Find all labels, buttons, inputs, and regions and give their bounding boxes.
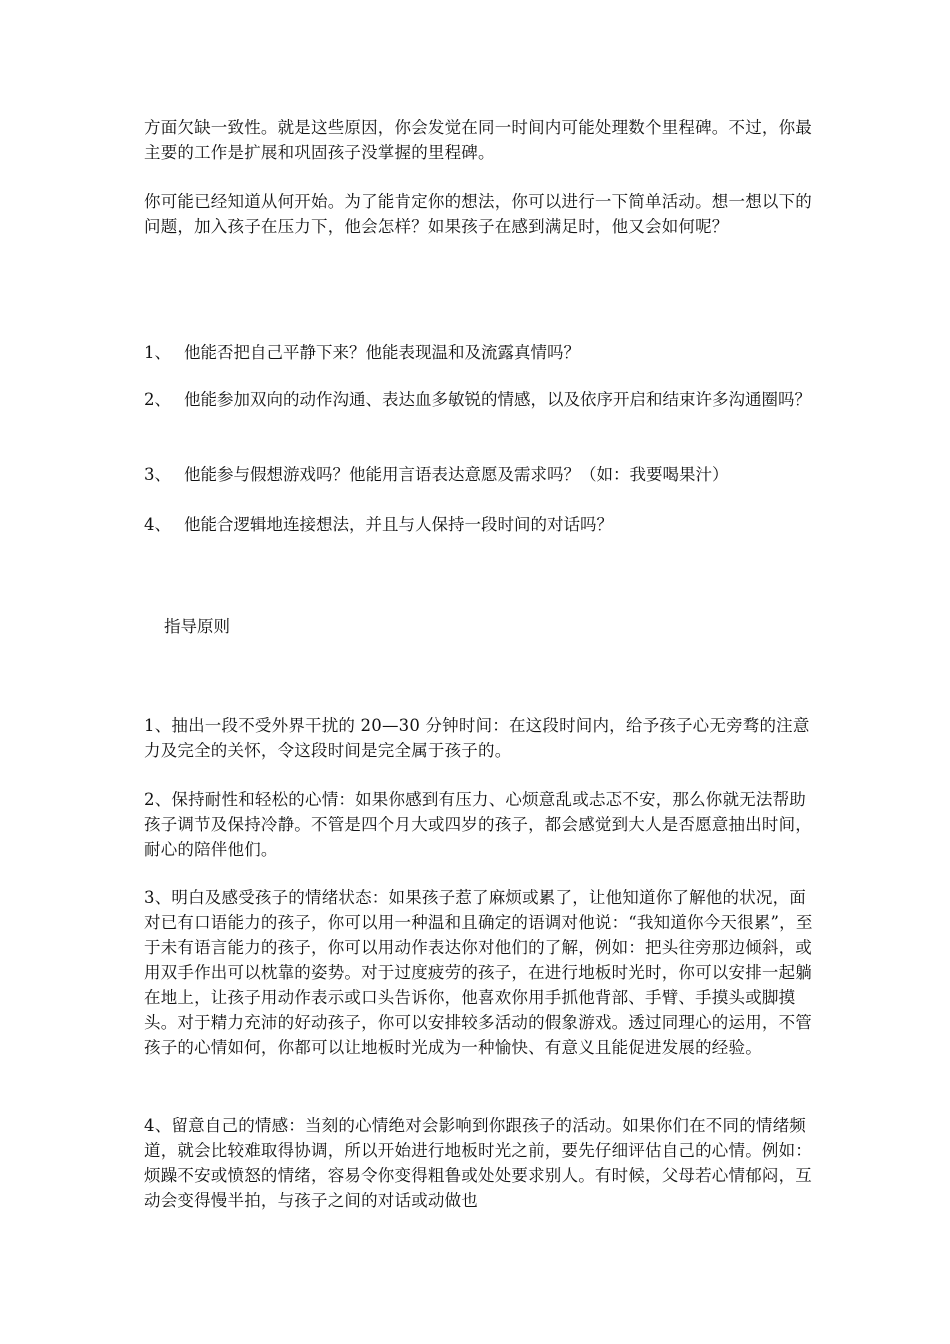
question-number: 2、 xyxy=(144,390,171,409)
question-number: 1、 xyxy=(144,343,171,362)
question-item-3 xyxy=(144,462,814,487)
principle-4: 4、留意自己的情感：当刻的心情绝对会影响到你跟孩子的活动。如果你们在不同的情绪频道，就会比较难取得协调，所以开始进行地板时光之前，要先仔细评估自己的心情。例如：烦躁不安或愤怒的情绪，容易令你变得粗鲁或处处要求别人。有时候，父母若心情郁闷，互动会变得慢半拍，与孩子之间的对话或动做也 xyxy=(144,1116,812,1210)
question-number: 4、 xyxy=(144,515,171,534)
question-text: 他能参与假想游戏吗？他能用言语表达意愿及需求吗？（如：我要喝果汁） xyxy=(184,465,729,484)
question-text: 他能参加双向的动作沟通、表达血多敏锐的情感，以及依序开启和结束许多沟通圈吗？ xyxy=(184,390,811,409)
paragraph-intro: 方面欠缺一致性。就是这些原因，你会发觉在同一时间内可能处理数个里程碑。不过，你最主要的工作是扩展和巩固孩子没掌握的里程碑。 xyxy=(144,118,812,162)
principle-1: 1、抽出一段不受外界干扰的 20—30 分钟时间：在这段时间内，给予孩子心无旁骛的注意力及完全的关怀，令这段时间是完全属于孩子的。 xyxy=(144,716,810,760)
section-heading: 指导原则 xyxy=(164,617,230,636)
question-item-2 xyxy=(144,387,814,412)
question-text: 他能合逻辑地连接想法，并且与人保持一段时间的对话吗？ xyxy=(184,515,613,534)
paragraph-activity: 你可能已经知道从何开始。为了能肯定你的想法，你可以进行一下简单活动。想一想以下的问题，加入孩子在压力下，他会怎样？如果孩子在感到满足时，他又会如何呢？ xyxy=(144,192,812,236)
question-text: 他能否把自己平静下来？他能表现温和及流露真情吗？ xyxy=(184,343,580,362)
question-item-4 xyxy=(144,512,814,537)
principle-3: 3、明白及感受孩子的情绪状态：如果孩子惹了麻烦或累了，让他知道你了解他的状况，面对已有口语能力的孩子，你可以用一种温和且确定的语调对他说：“我知道你今天很累”，至于未有语言能力的孩子，你可以用动作表达你对他们的了解，例如：把头往旁那边倾斜，或用双手作出可以枕靠的姿势。对于过度疲劳的孩子，在进行地板时光时，你可以安排一起躺在地上，让孩子用动作表示或口头告诉你，他喜欢你用手抓他背部、手臂、手摸头或脚摸头。对于精力充沛的好动孩子，你可以安排较多活动的假象游戏。透过同理心的运用，不管孩子的心情如何，你都可以让地板时光成为一种愉快、有意义且能促进发展的经验。 xyxy=(144,888,813,1057)
principle-2: 2、保持耐性和轻松的心情：如果你感到有压力、心烦意乱或忐忑不安，那么你就无法帮助孩子调节及保持冷静。不管是四个月大或四岁的孩子，都会感觉到大人是否愿意抽出时间，耐心的陪伴他们。 xyxy=(144,790,812,859)
question-number: 3、 xyxy=(144,465,171,484)
question-item-1 xyxy=(144,340,814,365)
